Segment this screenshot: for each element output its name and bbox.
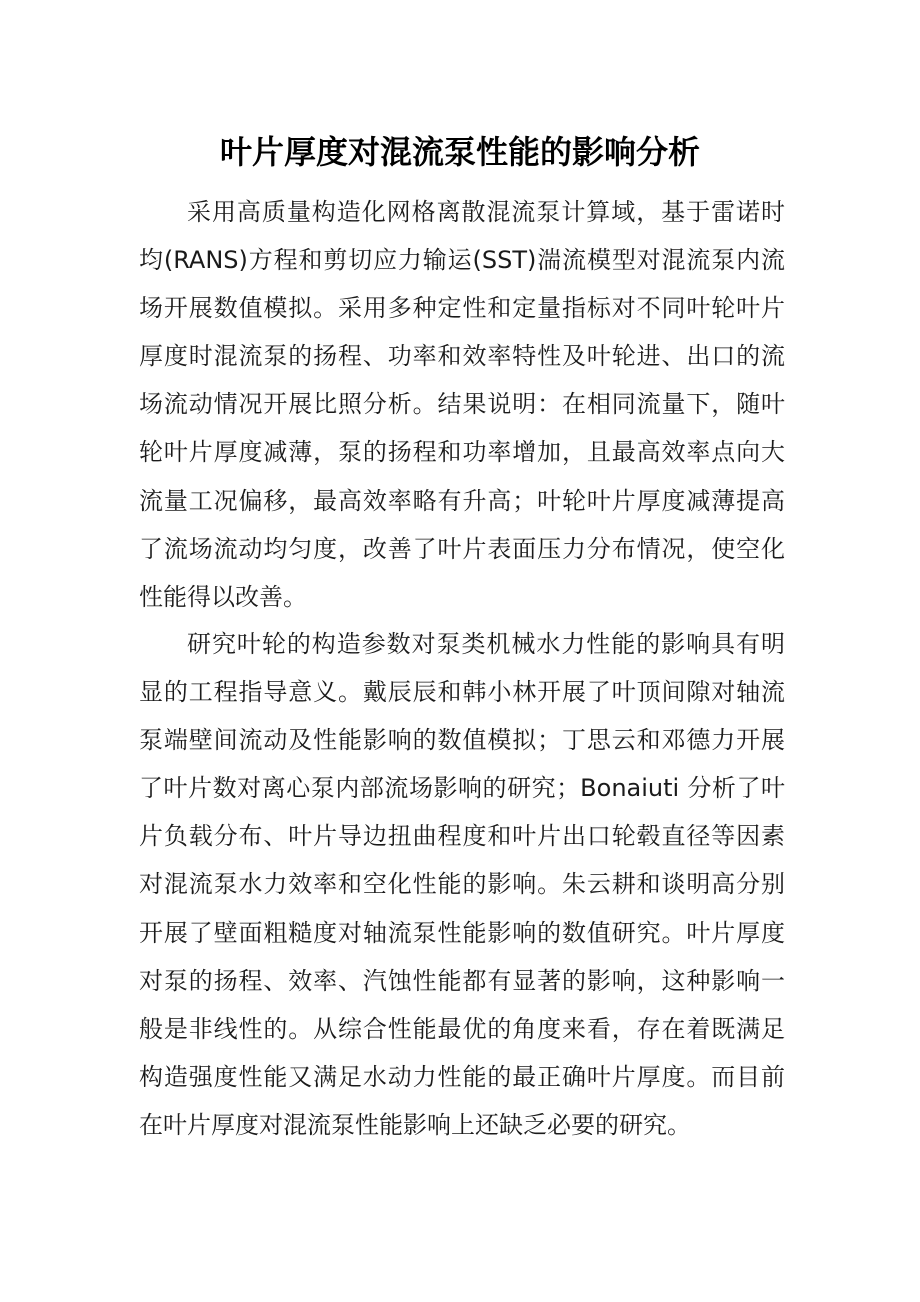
paragraph-abstract: 采用高质量构造化网格离散混流泵计算域，基于雷诺时均(RANS)方程和剪切应力输运(SST)湍流模型对混流泵内流场开展数值模拟。采用多种定性和定量指标对不同叶轮叶片厚度时混流泵的扬程、功率和效率特性及叶轮进、出口的流场流动情况开展比照分析。结果说明：在相同流量下，随叶轮叶片厚度减薄，泵的扬程和功率增加，且最高效率点向大流量工况偏移，最高效率略有升高；叶轮叶片厚度减薄提高了流场流动均匀度，改善了叶片表面压力分布情况，使空化性能得以改善。 <box>139 198 785 611</box>
paragraph-introduction: 研究叶轮的构造参数对泵类机械水力性能的影响具有明显的工程指导意义。戴辰辰和韩小林开展了叶顶间隙对轴流泵端壁间流动及性能影响的数值模拟；丁思云和邓德力开展了叶片数对离心泵内部流场影响的研究；Bonaiuti 分析了叶片负载分布、叶片导边扭曲程度和叶片出口轮毂直径等因素对混流泵水力效率和空化性能的影响。朱云耕和谈明高分别开展了壁面粗糙度对轴流泵性能影响的数值研究。叶片厚度对泵的扬程、效率、汽蚀性能都有显著的影响，这种影响一般是非线性的。从综合性能最优的角度来看，存在着既满足构造强度性能又满足水动力性能的最正确叶片厚度。而目前在叶片厚度对混流泵性能影响上还缺乏必要的研究。 <box>139 630 785 1139</box>
document-title: 叶片厚度对混流泵性能的影响分析 <box>219 133 700 171</box>
